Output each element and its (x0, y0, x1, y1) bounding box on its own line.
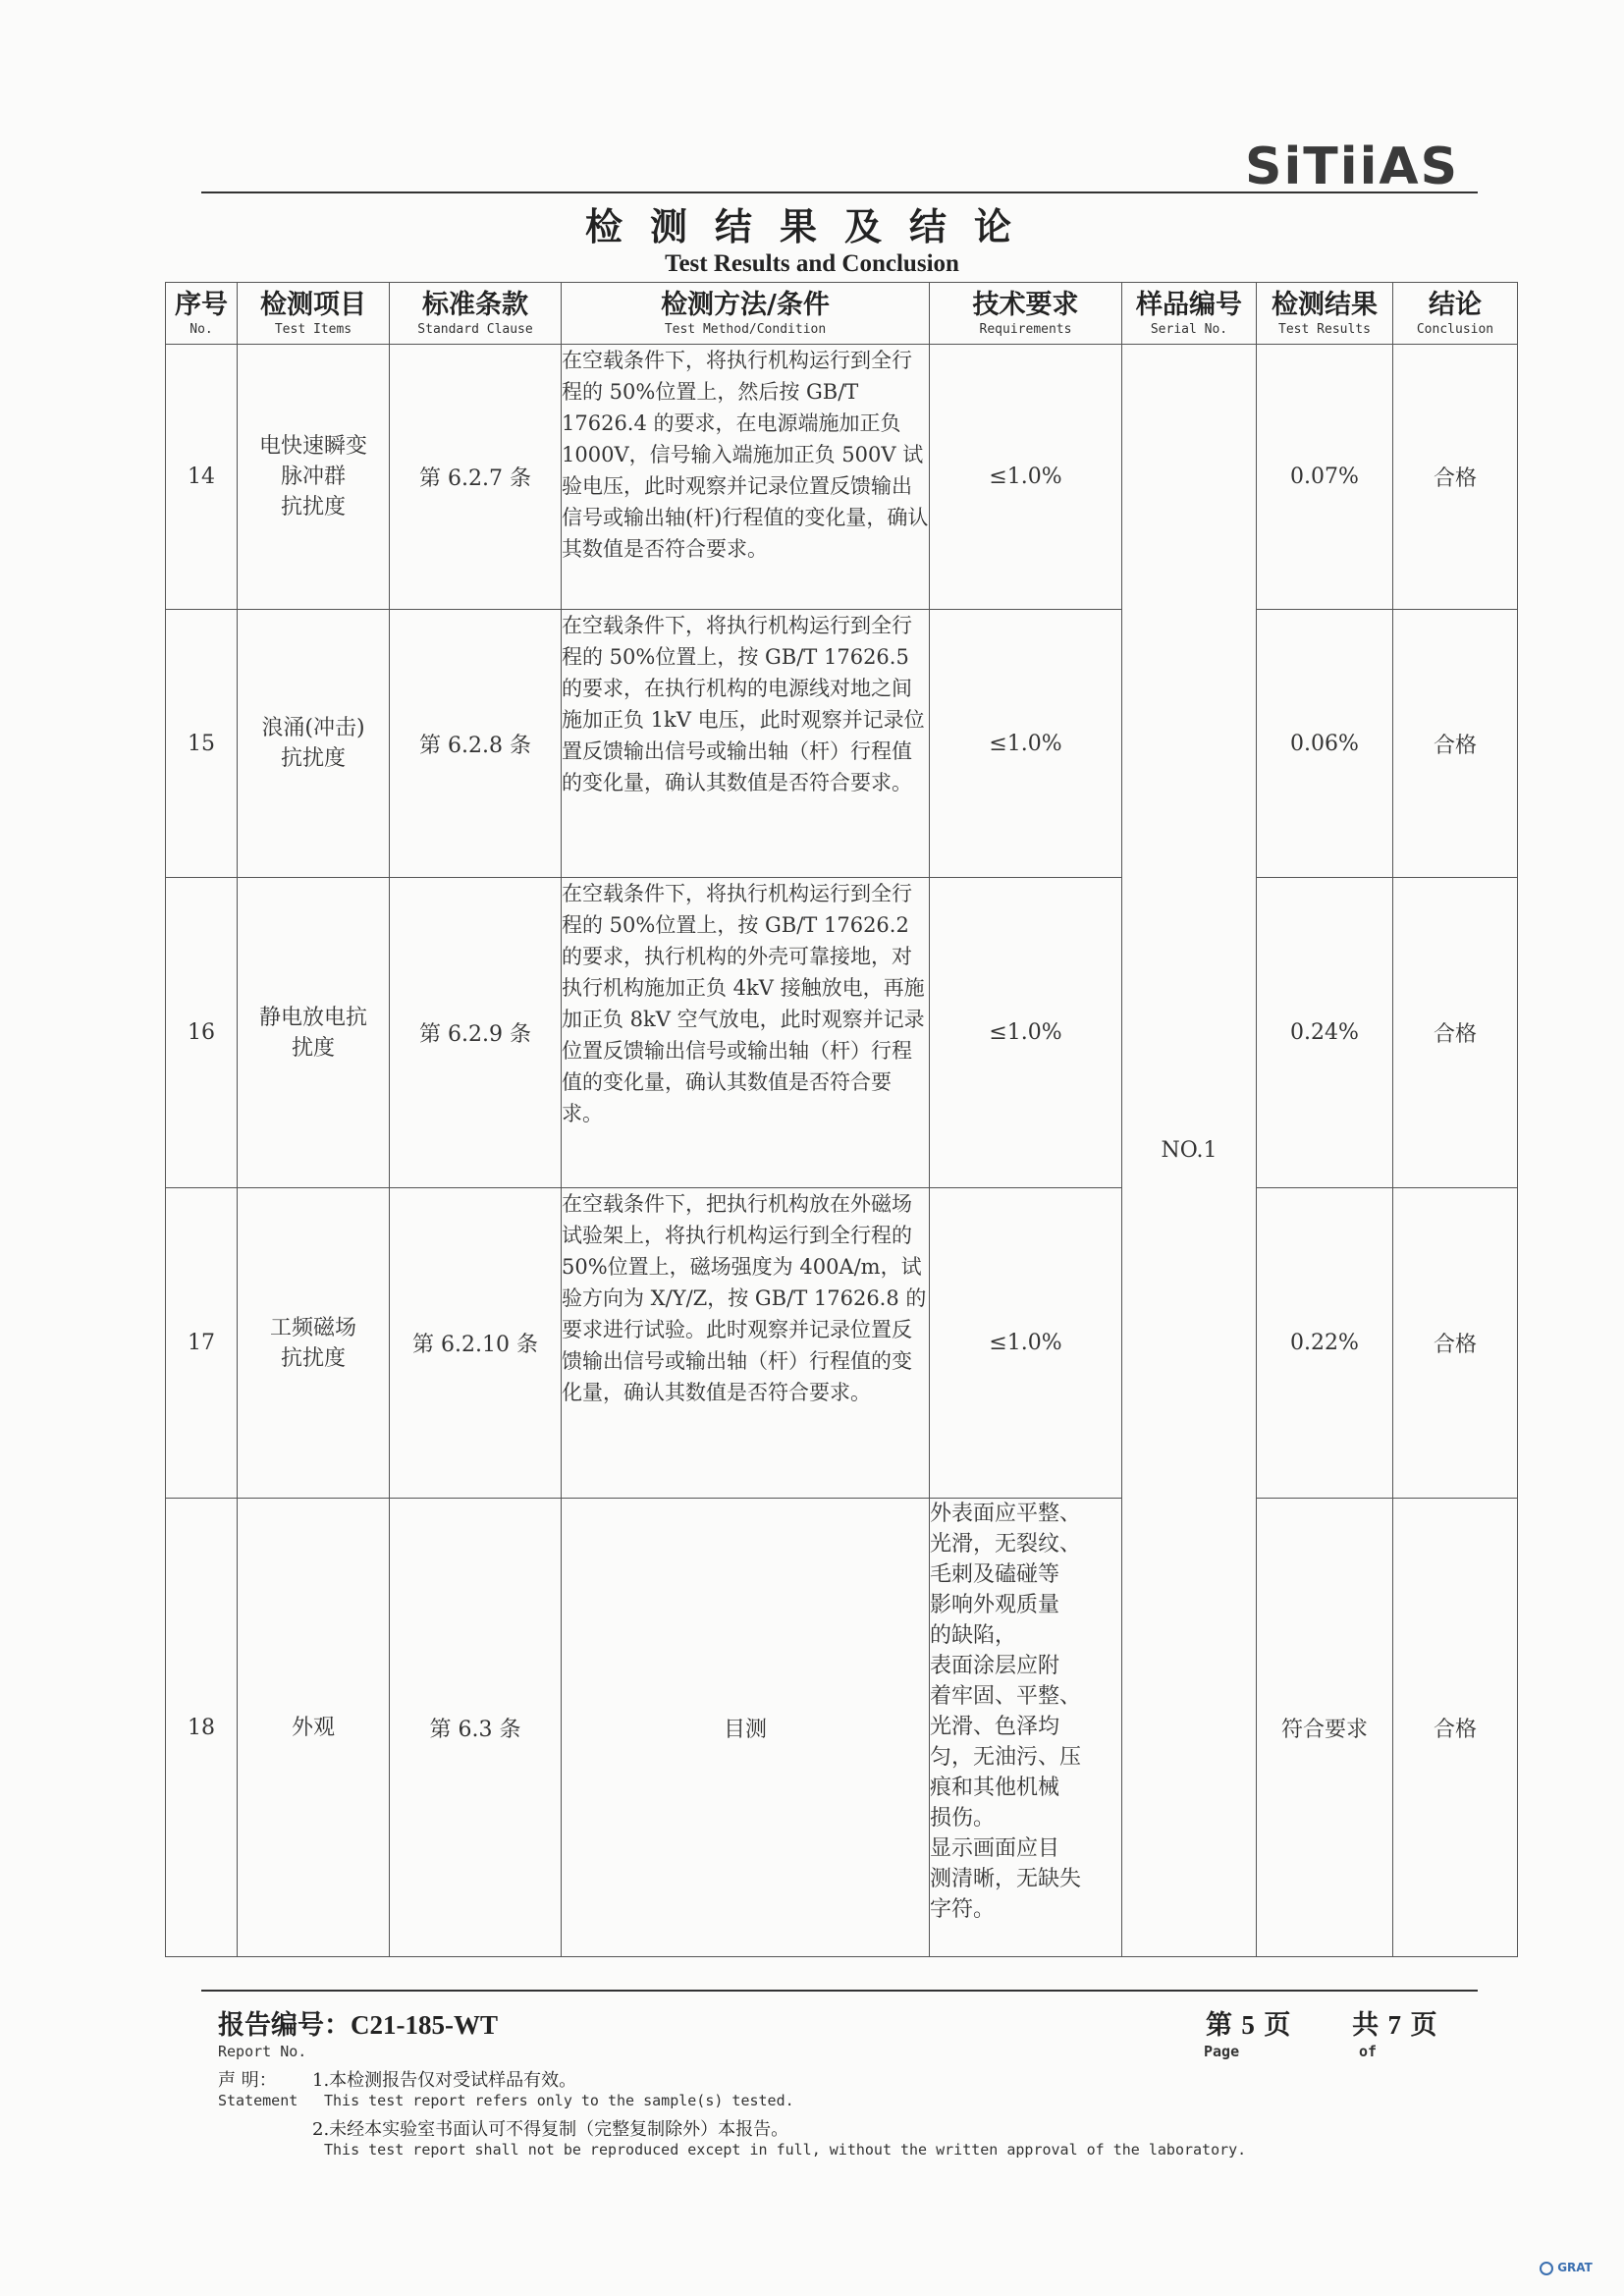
row-no: 14 (166, 345, 238, 610)
statement-label-cn: 声 明： (218, 2070, 277, 2091)
table-row (166, 878, 1518, 1188)
statement-label-en: Statement (218, 2092, 298, 2109)
row-clause: 第 6.2.8 条 (390, 610, 562, 878)
statement-line-1-en (218, 2092, 794, 2109)
row-conclusion: 合格 (1393, 1188, 1518, 1499)
table-row (166, 1188, 1518, 1499)
row-result: 0.06% (1257, 610, 1393, 878)
serial-no-cell: NO.1 (1122, 345, 1257, 1957)
statement-1-en: This test report refers only to the sample(s) tested. (324, 2092, 794, 2109)
row-method: 目测 (562, 1499, 930, 1957)
row-clause: 第 6.2.7 条 (390, 345, 562, 610)
statement-line-1 (218, 2066, 576, 2092)
row-result: 0.07% (1257, 345, 1393, 610)
header-test-results: 检测结果 Test Results (1257, 283, 1393, 345)
row-test-item: 工频磁场 抗扰度 (238, 1188, 390, 1499)
page-title-en: Test Results and Conclusion (665, 250, 959, 277)
row-test-item: 电快速瞬变 脉冲群 抗扰度 (238, 345, 390, 610)
row-conclusion: 合格 (1393, 345, 1518, 610)
statement-1-cn: 1.本检测报告仅对受试样品有效。 (312, 2070, 577, 2091)
row-requirement: ≤1.0% (930, 878, 1122, 1188)
page-label-en: Page (1204, 2043, 1240, 2060)
row-method: 在空载条件下，将执行机构运行到全行程的 50%位置上，按 GB/T 17626.2 的要求，执行机构的外壳可靠接地，对执行机构施加正负 4kV 接触放电，再施加正负 8kV 空气放电，此时观察并记录位置反馈输出信号或输出轴（杆）行程值的变化量，确认其数值是否符合要求。 (562, 878, 930, 1188)
header-requirements: 技术要求 Requirements (930, 283, 1122, 345)
row-conclusion: 合格 (1393, 878, 1518, 1188)
row-no: 17 (166, 1188, 238, 1499)
row-requirement: ≤1.0% (930, 1188, 1122, 1499)
lab-logo: SiTiiAS (1245, 137, 1460, 196)
row-requirement: ≤1.0% (930, 345, 1122, 610)
row-clause: 第 6.2.10 条 (390, 1188, 562, 1499)
row-requirement: ≤1.0% (930, 610, 1122, 878)
header-serial-no: 样品编号 Serial No. (1122, 283, 1257, 345)
row-method: 在空载条件下，将执行机构运行到全行程的 50%位置上，按 GB/T 17626.5 的要求，在执行机构的电源线对地之间施加正负 1kV 电压，此时观察并记录位置反馈输出信号或输出轴（杆）行程值的变化量，确认其数值是否符合要求。 (562, 610, 930, 878)
row-result: 符合要求 (1257, 1499, 1393, 1957)
header-no: 序号 No. (166, 283, 238, 345)
results-table (165, 282, 1518, 1957)
footer-rule (201, 1990, 1478, 1992)
row-test-item: 外观 (238, 1499, 390, 1957)
globe-icon (1540, 2262, 1553, 2275)
row-method: 在空载条件下，把执行机构放在外磁场试验架上，将执行机构运行到全行程的 50%位置上，磁场强度为 400A/m，试验方向为 X/Y/Z，按 GB/T 17626.8 的要求进行试验。此时观察并记录位置反馈输出信号或输出轴（杆）行程值的变化量，确认其数值是否符合要求。 (562, 1188, 930, 1499)
page-total: 7 (1387, 2010, 1402, 2040)
row-conclusion: 合格 (1393, 610, 1518, 878)
report-no-label-cn: 报告编号： (218, 2010, 351, 2041)
row-no: 18 (166, 1499, 238, 1957)
table-row (166, 1499, 1518, 1957)
page-indicator: 第 5 页 共 7 页 (1206, 2010, 1437, 2041)
row-test-item: 静电放电抗 扰度 (238, 878, 390, 1188)
row-no: 15 (166, 610, 238, 878)
row-clause: 第 6.3 条 (390, 1499, 562, 1957)
header-standard-clause: 标准条款 Standard Clause (390, 283, 562, 345)
header-test-items: 检测项目 Test Items (238, 283, 390, 345)
row-conclusion: 合格 (1393, 1499, 1518, 1957)
report-no-value: C21-185-WT (351, 2010, 498, 2040)
table-row (166, 610, 1518, 878)
row-test-item: 浪涌(冲击) 抗扰度 (238, 610, 390, 878)
table-header-row (166, 283, 1518, 345)
of-label-en: of (1359, 2043, 1378, 2060)
row-method: 在空载条件下，将执行机构运行到全行程的 50%位置上，然后按 GB/T 17626.4 的要求，在电源端施加正负 1000V，信号输入端施加正负 500V 试验电压，此时观察并记录位置反馈输出信号或输出轴(杆)行程值的变化量，确认其数值是否符合要求。 (562, 345, 930, 610)
header-conclusion: 结论 Conclusion (1393, 283, 1518, 345)
page-current: 5 (1241, 2010, 1255, 2040)
header-rule (201, 191, 1478, 193)
row-result: 0.22% (1257, 1188, 1393, 1499)
statement-2-cn: 2.未经本实验室书面认可不得复制（完整复制除外）本报告。 (312, 2119, 789, 2140)
row-result: 0.24% (1257, 878, 1393, 1188)
report-no-label-en: Report No. (218, 2043, 307, 2060)
row-clause: 第 6.2.9 条 (390, 878, 562, 1188)
statement-2-en: This test report shall not be reproduced except in full, without the written approval of the laboratory. (324, 2141, 1247, 2159)
grat-badge: GRAT (1540, 2261, 1593, 2275)
row-no: 16 (166, 878, 238, 1188)
header-test-method: 检测方法/条件 Test Method/Condition (562, 283, 930, 345)
row-requirement: 外表面应平整、 光滑，无裂纹、 毛刺及磕碰等 影响外观质量 的缺陷， 表面涂层应附 着牢固、平整、 光滑、色泽均 匀，无油污、压 痕和其他机械 损伤。 显示画面应目 测清晰，无缺失 字符。 (930, 1499, 1122, 1957)
page-title-cn: 检测结果及结论 (584, 204, 1039, 248)
report-no-label (218, 2003, 498, 2042)
table-row (166, 345, 1518, 610)
